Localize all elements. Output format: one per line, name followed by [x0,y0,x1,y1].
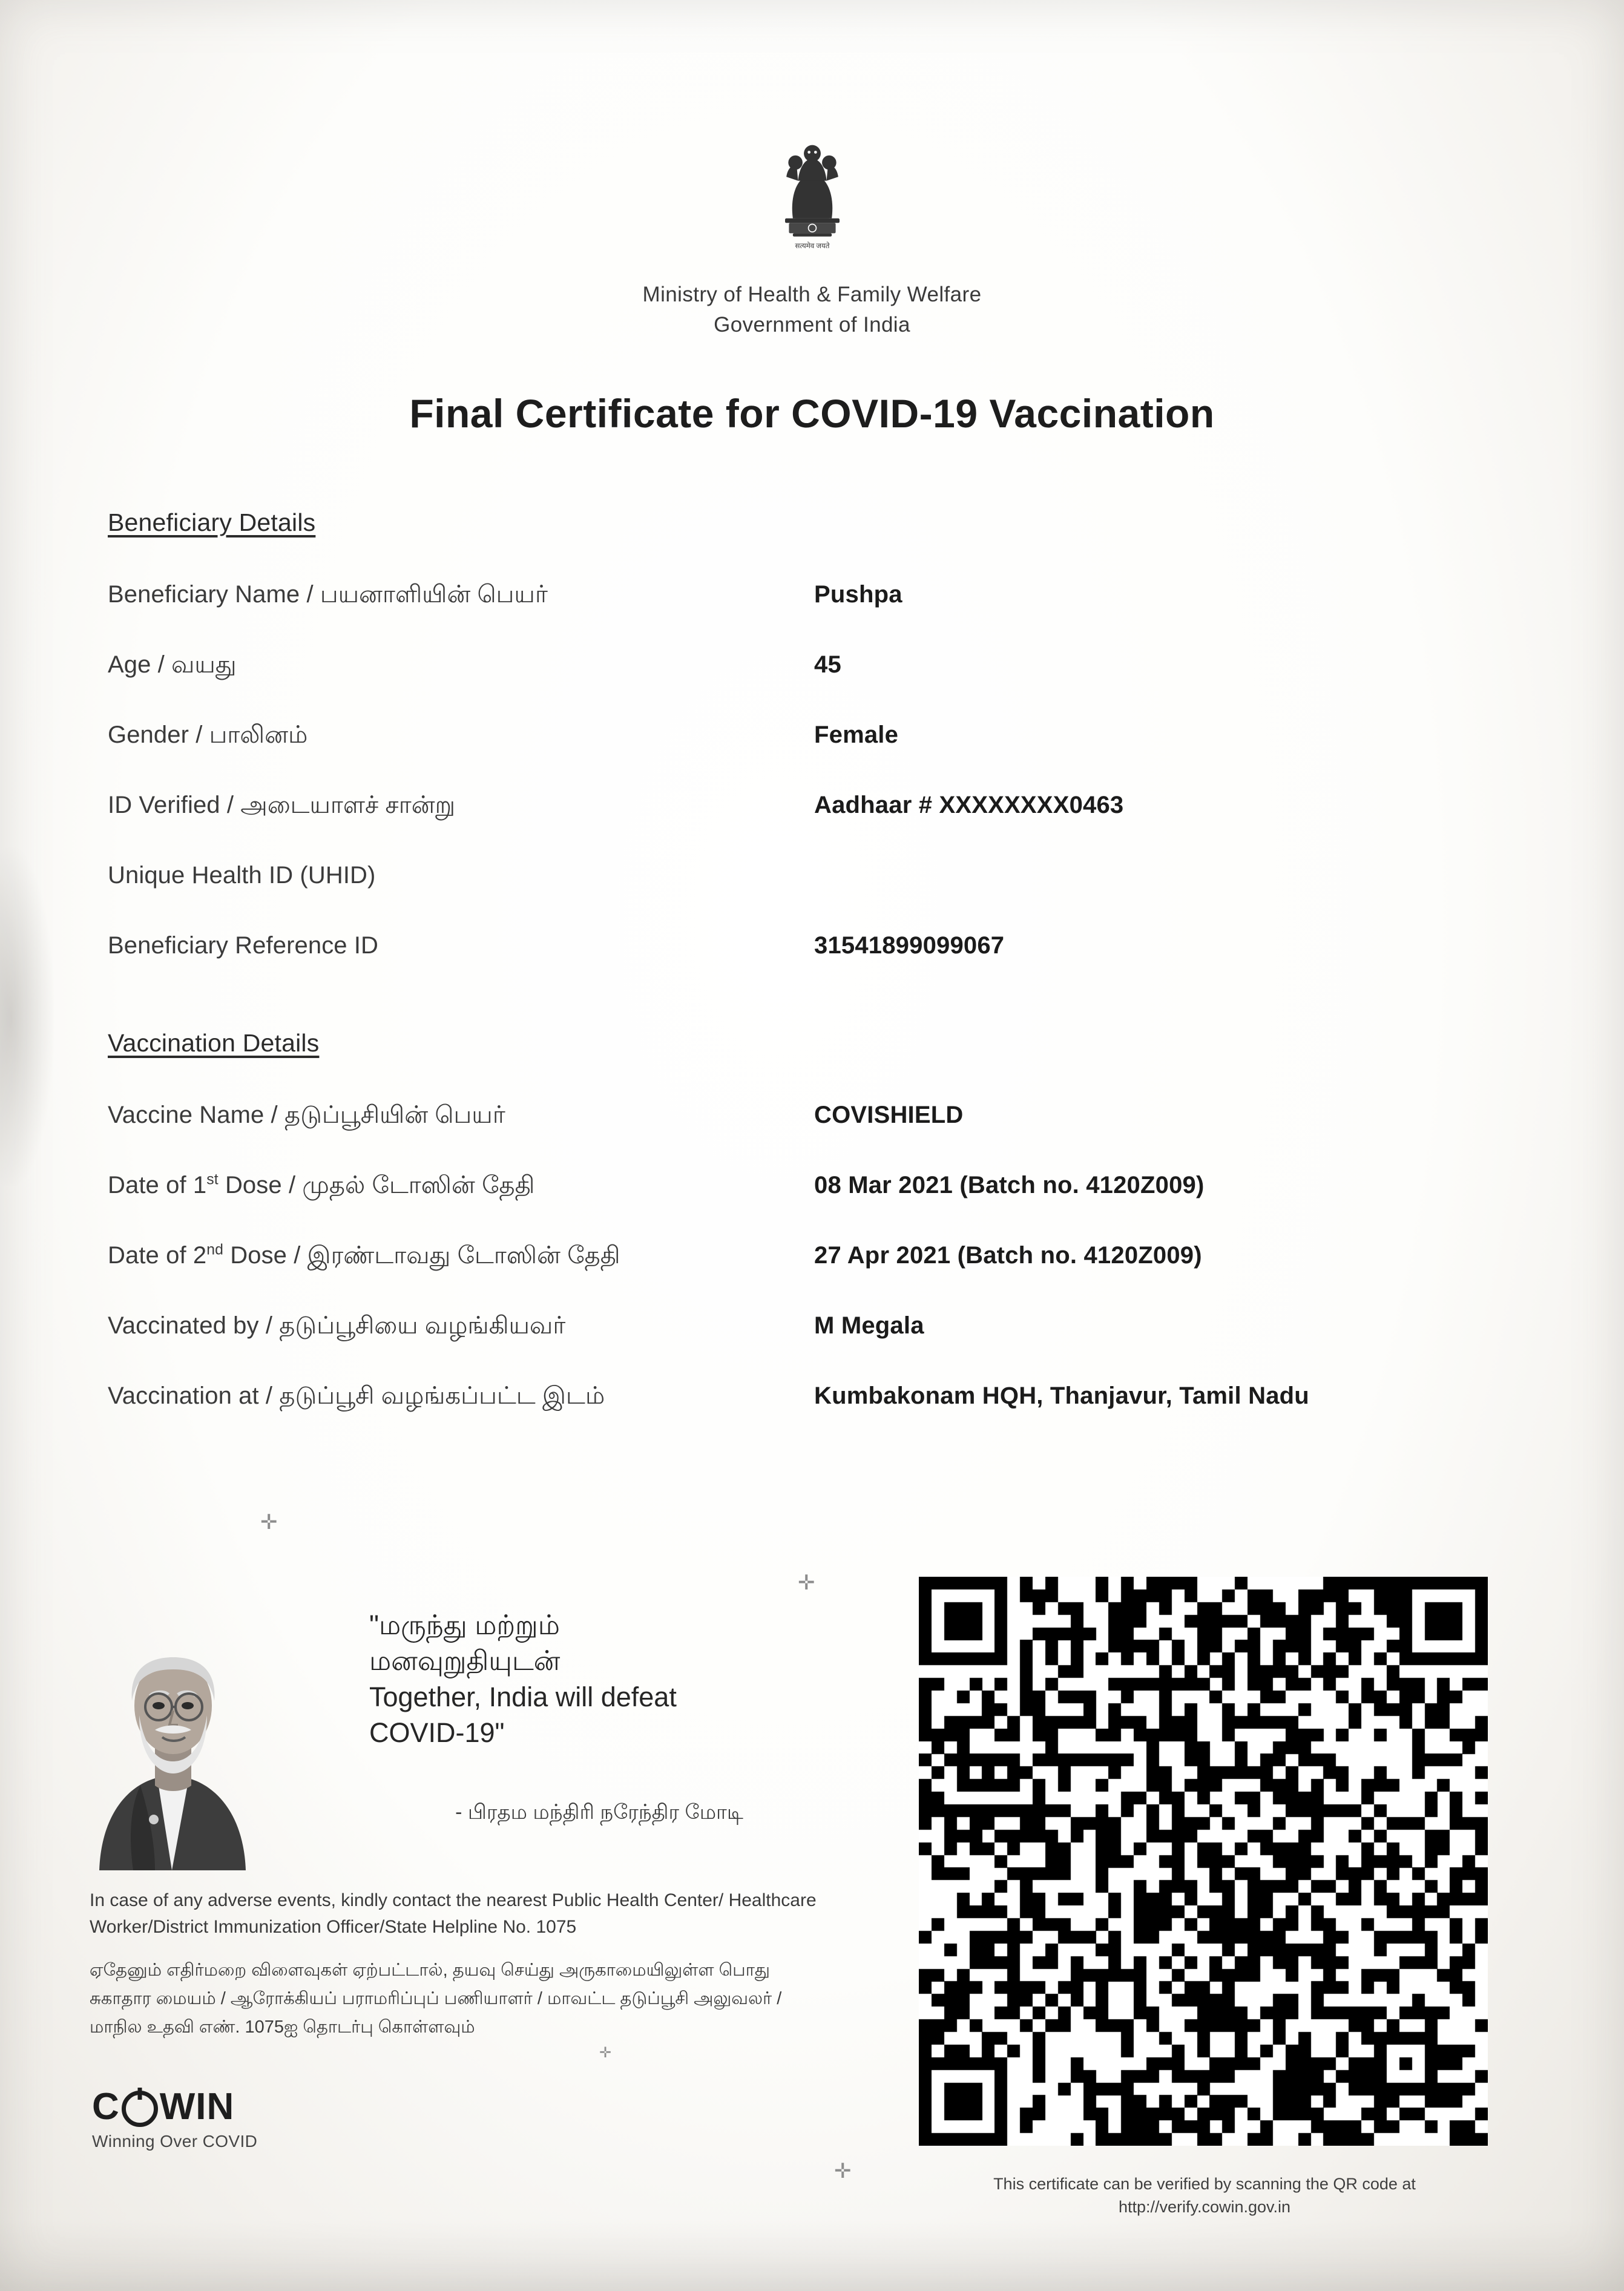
cowin-logo-icon [92,2088,257,2151]
qr-verification-note [908,2173,1501,2219]
value-date-first-dose: 08 Mar 2021 (Batch no. 4120Z009) [814,1172,1205,1198]
adverse-event-notice-english: In case of any adverse events, kindly contact the nearest Public Health Center/ Healthcare Worker/District Immunization Officer/State Helpline No. 1075 [90,1890,817,1937]
svg-text:सत्यमेव जयते: सत्यमेव जयते [795,242,829,250]
qr-code-icon[interactable] [919,1577,1488,2146]
adverse-event-notice-tamil [90,1956,852,2042]
label-age: Age / வயது [108,651,237,678]
beneficiary-details-heading: Beneficiary Details [108,508,316,536]
quote-tamil-line-2: மனவுறுதியுடன் [369,1645,561,1677]
pm-quote [369,1607,872,1751]
emblem-container [0,121,1624,260]
registration-mark-small: ✛ [599,2045,612,2061]
qr-note-line-1: This certificate can be verified by scanning the QR code at [993,2175,1416,2193]
value-vaccine-name: COVISHIELD [814,1102,964,1128]
label-date-first-dose: Date of 1st Dose / முதல் டோஸின் தேதி [108,1172,535,1199]
value-gender: Female [814,721,899,748]
label-id-verified: ID Verified / அடையாளச் சான்று [108,792,456,818]
label-vaccine-name: Vaccine Name / தடுப்பூசியின் பெயர் [108,1102,505,1128]
value-date-second-dose: 27 Apr 2021 (Batch no. 4120Z009) [814,1242,1202,1269]
value-beneficiary-reference-id: 31541899099067 [814,932,1005,959]
value-vaccination-at: Kumbakonam HQH, Thanjavur, Tamil Nadu [814,1382,1309,1409]
label-vaccinated-by: Vaccinated by / தடுப்பூசியை வழங்கியவர் [108,1312,566,1339]
value-id-verified: Aadhaar # XXXXXXXX0463 [814,792,1124,818]
prime-minister-portrait-icon [85,1604,260,1870]
vaccination-details-heading: Vaccination Details [108,1029,320,1057]
quote-english-line-1: Together, India will defeat [369,1681,677,1712]
value-beneficiary-name: Pushpa [814,581,902,608]
cowin-letters-win: WIN [159,2086,235,2128]
registration-mark-bottom: ✛ [834,2160,852,2183]
ministry-line-2: Government of India [714,312,910,337]
quote-attribution: - பிரதம மந்திரி நரேந்திர மோடி [455,1801,743,1824]
page-title: Final Certificate for COVID-19 Vaccination [409,391,1215,436]
qr-note-line-2: http://verify.cowin.gov.in [1118,2197,1291,2216]
label-date-second-dose: Date of 2nd Dose / இரண்டாவது டோஸின் தேதி [108,1242,620,1269]
label-unique-health-id: Unique Health ID (UHID) [108,862,376,889]
cowin-wordmark [92,2088,257,2126]
label-vaccination-at: Vaccination at / தடுப்பூசி வழங்கப்பட்ட இடம் [108,1382,605,1409]
quote-tamil-line-1: "மருந்து மற்றும் [369,1609,560,1640]
quote-english-line-2: COVID-19" [369,1717,505,1749]
cowin-o-mark-icon [122,2091,158,2127]
cowin-tagline: Winning Over COVID [92,2132,258,2151]
value-vaccinated-by: M Megala [814,1312,924,1339]
notice-tamil-line-2: சுகாதார மையம் / ஆரோக்கியப் பராமரிப்புப் பணியாளர் / மாவட்ட தடுப்பூசி அலுவலர் / [90,1988,782,2008]
notice-tamil-line-1: ஏதேனும் எதிர்மறை விளைவுகள் ஏற்பட்டால், தயவு செய்து அருகாமையிலுள்ள பொது [90,1961,771,1980]
label-beneficiary-name: Beneficiary Name / பயனாளியின் பெயர் [108,581,548,608]
ministry-line-1: Ministry of Health & Family Welfare [642,283,982,306]
cowin-letter-c: C [92,2086,120,2128]
notice-tamil-line-3: மாநில உதவி எண். 1075ஐ தொடர்பு கொள்ளவும் [90,2017,475,2037]
value-age: 45 [814,651,841,678]
ministry-heading [0,280,1624,340]
registration-mark-center: ✛ [798,1571,815,1594]
label-beneficiary-reference-id: Beneficiary Reference ID [108,932,379,959]
registration-mark-left: ✛ [260,1511,278,1534]
label-gender: Gender / பாலினம் [108,721,308,748]
india-state-emblem-icon [773,121,852,257]
